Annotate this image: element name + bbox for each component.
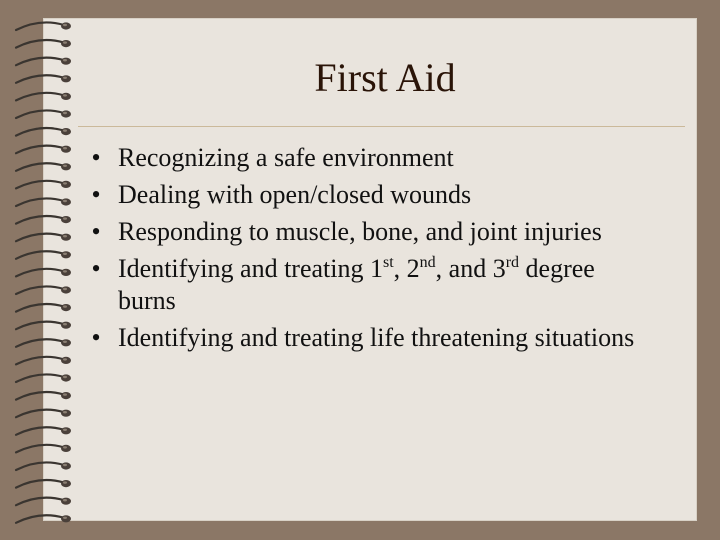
- bullet-icon: •: [91, 254, 101, 283]
- binding-ring: [16, 480, 71, 488]
- binding-ring: [16, 251, 71, 259]
- binding-ring: [16, 110, 71, 118]
- ordinal-suffix: st: [382, 254, 394, 271]
- binding-ring: [16, 515, 71, 523]
- binding-ring: [16, 374, 71, 382]
- binding-ring: [16, 146, 71, 154]
- list-item: [86, 322, 646, 354]
- bullet-icon: •: [91, 143, 101, 172]
- binding-ring: [16, 128, 71, 136]
- list-item: [86, 142, 646, 174]
- list-item-text: Identifying and treating life threatening situations: [118, 323, 635, 352]
- list-item-text: Dealing with open/closed wounds: [118, 180, 472, 209]
- text-fragment: Identifying and treating 1: [118, 254, 383, 283]
- ordinal-suffix: rd: [505, 254, 520, 271]
- bullet-list: [86, 142, 646, 359]
- bullet-icon: •: [91, 217, 101, 246]
- bullet-icon: •: [91, 180, 101, 209]
- binding-ring: [16, 445, 71, 453]
- binding-ring: [16, 181, 71, 189]
- binding-ring: [16, 304, 71, 312]
- binding-ring: [16, 22, 71, 30]
- slide-title: First Aid: [314, 55, 456, 100]
- list-item: [86, 253, 646, 317]
- binding-ring: [16, 234, 71, 242]
- title-divider: [78, 126, 685, 127]
- binding-ring: [16, 75, 71, 83]
- binding-ring: [16, 498, 71, 506]
- list-item-text: Responding to muscle, bone, and joint injuries: [118, 217, 602, 246]
- binding-ring: [16, 216, 71, 224]
- binding-ring: [16, 58, 71, 66]
- list-item: [86, 216, 646, 248]
- binding-ring: [16, 392, 71, 400]
- binding-ring: [16, 322, 71, 330]
- text-fragment: degree burns: [118, 254, 595, 315]
- bullet-icon: •: [91, 323, 101, 352]
- spiral-binding-icon: [0, 0, 90, 540]
- ordinal-suffix: nd: [419, 254, 436, 271]
- text-fragment: , and 3: [435, 254, 506, 283]
- binding-ring: [16, 339, 71, 347]
- binding-ring: [16, 427, 71, 435]
- list-item-text: Recognizing a safe environment: [118, 143, 454, 172]
- text-fragment: , 2: [393, 254, 420, 283]
- list-item-text: [118, 254, 595, 315]
- binding-ring: [16, 93, 71, 101]
- binding-ring: [16, 163, 71, 171]
- binding-ring: [16, 357, 71, 365]
- binding-ring: [16, 40, 71, 48]
- binding-ring: [16, 286, 71, 294]
- list-item: [86, 179, 646, 211]
- binding-ring: [16, 410, 71, 418]
- binding-ring: [16, 269, 71, 277]
- binding-ring: [16, 198, 71, 206]
- binding-ring: [16, 462, 71, 470]
